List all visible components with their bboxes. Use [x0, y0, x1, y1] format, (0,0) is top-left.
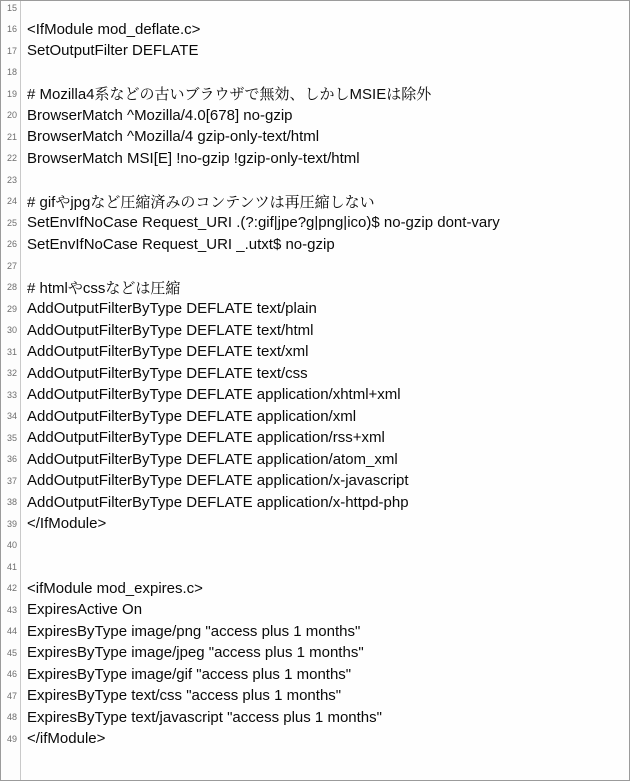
line-number: 46: [6, 669, 17, 680]
code-line[interactable]: [1, 212, 629, 234]
code-line[interactable]: [1, 470, 629, 492]
code-line[interactable]: [1, 728, 629, 750]
line-text: ExpiresByType image/gif "access plus 1 months": [27, 665, 352, 683]
line-text: AddOutputFilterByType DEFLATE text/plain: [27, 300, 317, 318]
line-number: 22: [6, 153, 17, 164]
line-number: 49: [6, 733, 17, 744]
line-text: # gifやjpgなど圧縮済みのコンテンツは再圧縮しない: [27, 193, 375, 211]
line-number: 18: [6, 67, 17, 78]
code-line[interactable]: [1, 105, 629, 127]
line-number: 28: [6, 282, 17, 293]
line-text: ExpiresByType image/jpeg "access plus 1 months": [27, 644, 364, 662]
line-number: 33: [6, 389, 17, 400]
code-line[interactable]: [1, 535, 629, 557]
code-line[interactable]: [1, 148, 629, 170]
line-text: AddOutputFilterByType DEFLATE text/html: [27, 321, 314, 339]
code-line[interactable]: [1, 427, 629, 449]
line-text: AddOutputFilterByType DEFLATE text/css: [27, 364, 308, 382]
line-number: 37: [6, 475, 17, 486]
code-line[interactable]: [1, 255, 629, 277]
line-number: 47: [6, 690, 17, 701]
code-line[interactable]: [1, 62, 629, 84]
code-line[interactable]: [1, 707, 629, 729]
code-line[interactable]: [1, 492, 629, 514]
code-line[interactable]: [1, 363, 629, 385]
line-number: 41: [6, 561, 17, 572]
line-text: BrowserMatch MSI[E] !no-gzip !gzip-only-text/html: [27, 149, 360, 167]
line-text: <IfModule mod_deflate.c>: [27, 20, 201, 38]
line-number: 31: [6, 346, 17, 357]
line-text: AddOutputFilterByType DEFLATE text/xml: [27, 343, 309, 361]
line-text: ExpiresByType image/png "access plus 1 months": [27, 622, 361, 640]
line-text: AddOutputFilterByType DEFLATE application/xhtml+xml: [27, 386, 401, 404]
code-line[interactable]: [1, 83, 629, 105]
line-text: BrowserMatch ^Mozilla/4.0[678] no-gzip: [27, 106, 293, 124]
code-line[interactable]: [1, 384, 629, 406]
code-line[interactable]: [1, 642, 629, 664]
line-number: 23: [6, 174, 17, 185]
line-number: 42: [6, 583, 17, 594]
line-number: 45: [6, 647, 17, 658]
line-number: 30: [6, 325, 17, 336]
line-text: SetEnvIfNoCase Request_URI _.utxt$ no-gzip: [27, 235, 335, 253]
line-number: 19: [6, 88, 17, 99]
line-text: SetEnvIfNoCase Request_URI .(?:gif|jpe?g|png|ico)$ no-gzip dont-vary: [27, 214, 500, 232]
line-number: 29: [6, 303, 17, 314]
line-number: 27: [6, 260, 17, 271]
line-number: 38: [6, 497, 17, 508]
line-number: 21: [6, 131, 17, 142]
code-line[interactable]: [1, 298, 629, 320]
line-number: 35: [6, 432, 17, 443]
code-line[interactable]: [1, 556, 629, 578]
line-text: SetOutputFilter DEFLATE: [27, 42, 199, 60]
line-text: ExpiresByType text/css "access plus 1 months": [27, 687, 342, 705]
line-text: # Mozilla4系などの古いブラウザで無効、しかしMSIEは除外: [27, 86, 432, 104]
code-line[interactable]: [1, 320, 629, 342]
code-line[interactable]: [1, 40, 629, 62]
line-number: 32: [6, 368, 17, 379]
code-line[interactable]: [1, 19, 629, 41]
line-number: 26: [6, 239, 17, 250]
code-line[interactable]: [1, 599, 629, 621]
line-number: 15: [6, 2, 17, 13]
line-text: ExpiresActive On: [27, 601, 143, 619]
line-number: 16: [6, 24, 17, 35]
line-number: 36: [6, 454, 17, 465]
code-line[interactable]: [1, 578, 629, 600]
line-text: </ifModule>: [27, 730, 106, 748]
line-number: 24: [6, 196, 17, 207]
line-number: 20: [6, 110, 17, 121]
line-text: AddOutputFilterByType DEFLATE application/xml: [27, 407, 357, 425]
code-line[interactable]: [1, 685, 629, 707]
line-text: AddOutputFilterByType DEFLATE application/atom_xml: [27, 450, 398, 468]
line-text: # htmlやcssなどは圧縮: [27, 279, 181, 297]
code-line[interactable]: [1, 621, 629, 643]
line-text: BrowserMatch ^Mozilla/4 gzip-only-text/html: [27, 128, 320, 146]
code-line[interactable]: [1, 0, 629, 19]
line-text: <ifModule mod_expires.c>: [27, 579, 203, 597]
line-number: 39: [6, 518, 17, 529]
line-number: 34: [6, 411, 17, 422]
code-line[interactable]: [1, 406, 629, 428]
line-number: 25: [6, 217, 17, 228]
code-line[interactable]: [1, 126, 629, 148]
line-text: AddOutputFilterByType DEFLATE application/x-javascript: [27, 472, 409, 490]
code-line[interactable]: [1, 191, 629, 213]
line-text: AddOutputFilterByType DEFLATE application/rss+xml: [27, 429, 385, 447]
code-line[interactable]: [1, 169, 629, 191]
line-number: 17: [6, 45, 17, 56]
code-lines-area[interactable]: [1, 0, 629, 750]
code-line[interactable]: [1, 277, 629, 299]
line-number: 48: [6, 712, 17, 723]
line-number: 44: [6, 626, 17, 637]
code-line[interactable]: [1, 341, 629, 363]
line-text: </IfModule>: [27, 515, 107, 533]
code-line[interactable]: [1, 234, 629, 256]
line-number: 43: [6, 604, 17, 615]
code-line[interactable]: [1, 449, 629, 471]
line-text: AddOutputFilterByType DEFLATE application/x-httpd-php: [27, 493, 409, 511]
line-text: ExpiresByType text/javascript "access plus 1 months": [27, 708, 382, 726]
code-line[interactable]: [1, 513, 629, 535]
line-number: 40: [6, 540, 17, 551]
code-line[interactable]: [1, 664, 629, 686]
